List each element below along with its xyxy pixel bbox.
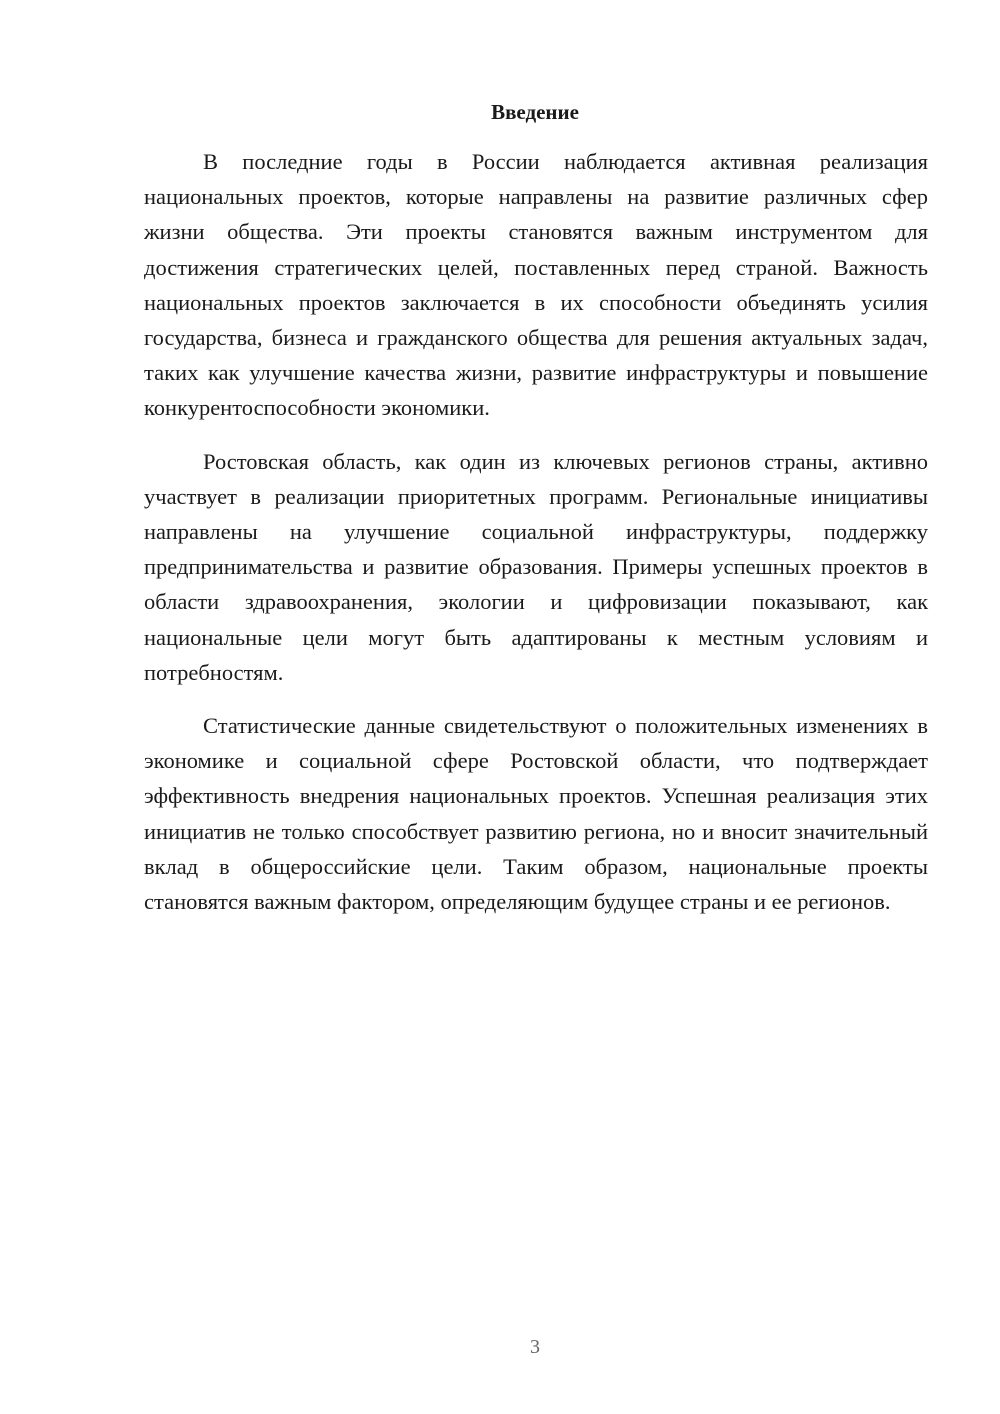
paragraph-2: Ростовская область, как один из ключевых регионов страны, активно участвует в реализации приоритетных программ. Региональные инициативы направлены на улучшение социальной инфраструктуры, поддержку предпринимательства и развитие образования. Примеры успешных проектов в области здравоохранения, экологии и цифровизации показывают, как национальные цели могут быть адаптированы к местным условиям и потребностям. — [144, 448, 928, 685]
paragraph-3: Статистические данные свидетельствуют о положительных изменениях в экономике и социальной сфере Ростовской области, что подтверждает эффективность внедрения национальных проектов. Успешная реализация этих инициатив не только способствует развитию региона, но и вносит значительный вклад в общероссийские цели. Таким образом, национальные проекты становятся важным фактором, определяющим будущее страны и ее регионов. — [144, 713, 928, 915]
body-text — [144, 144, 928, 937]
section-heading: Введение — [491, 100, 579, 124]
paragraph-1: В последние годы в России наблюдается активная реализация национальных проектов, которые направлены на развитие различных сфер жизни общества. Эти проекты становятся важным инструментом для достижения стратегических целей, поставленных перед страной. Важность национальных проектов заключается в их способности объединять усилия государства, бизнеса и гражданского общества для решения актуальных задач, таких как улучшение качества жизни, развитие инфраструктуры и повышение конкурентоспособности экономики. — [144, 149, 928, 421]
page-number: 3 — [530, 1336, 540, 1358]
